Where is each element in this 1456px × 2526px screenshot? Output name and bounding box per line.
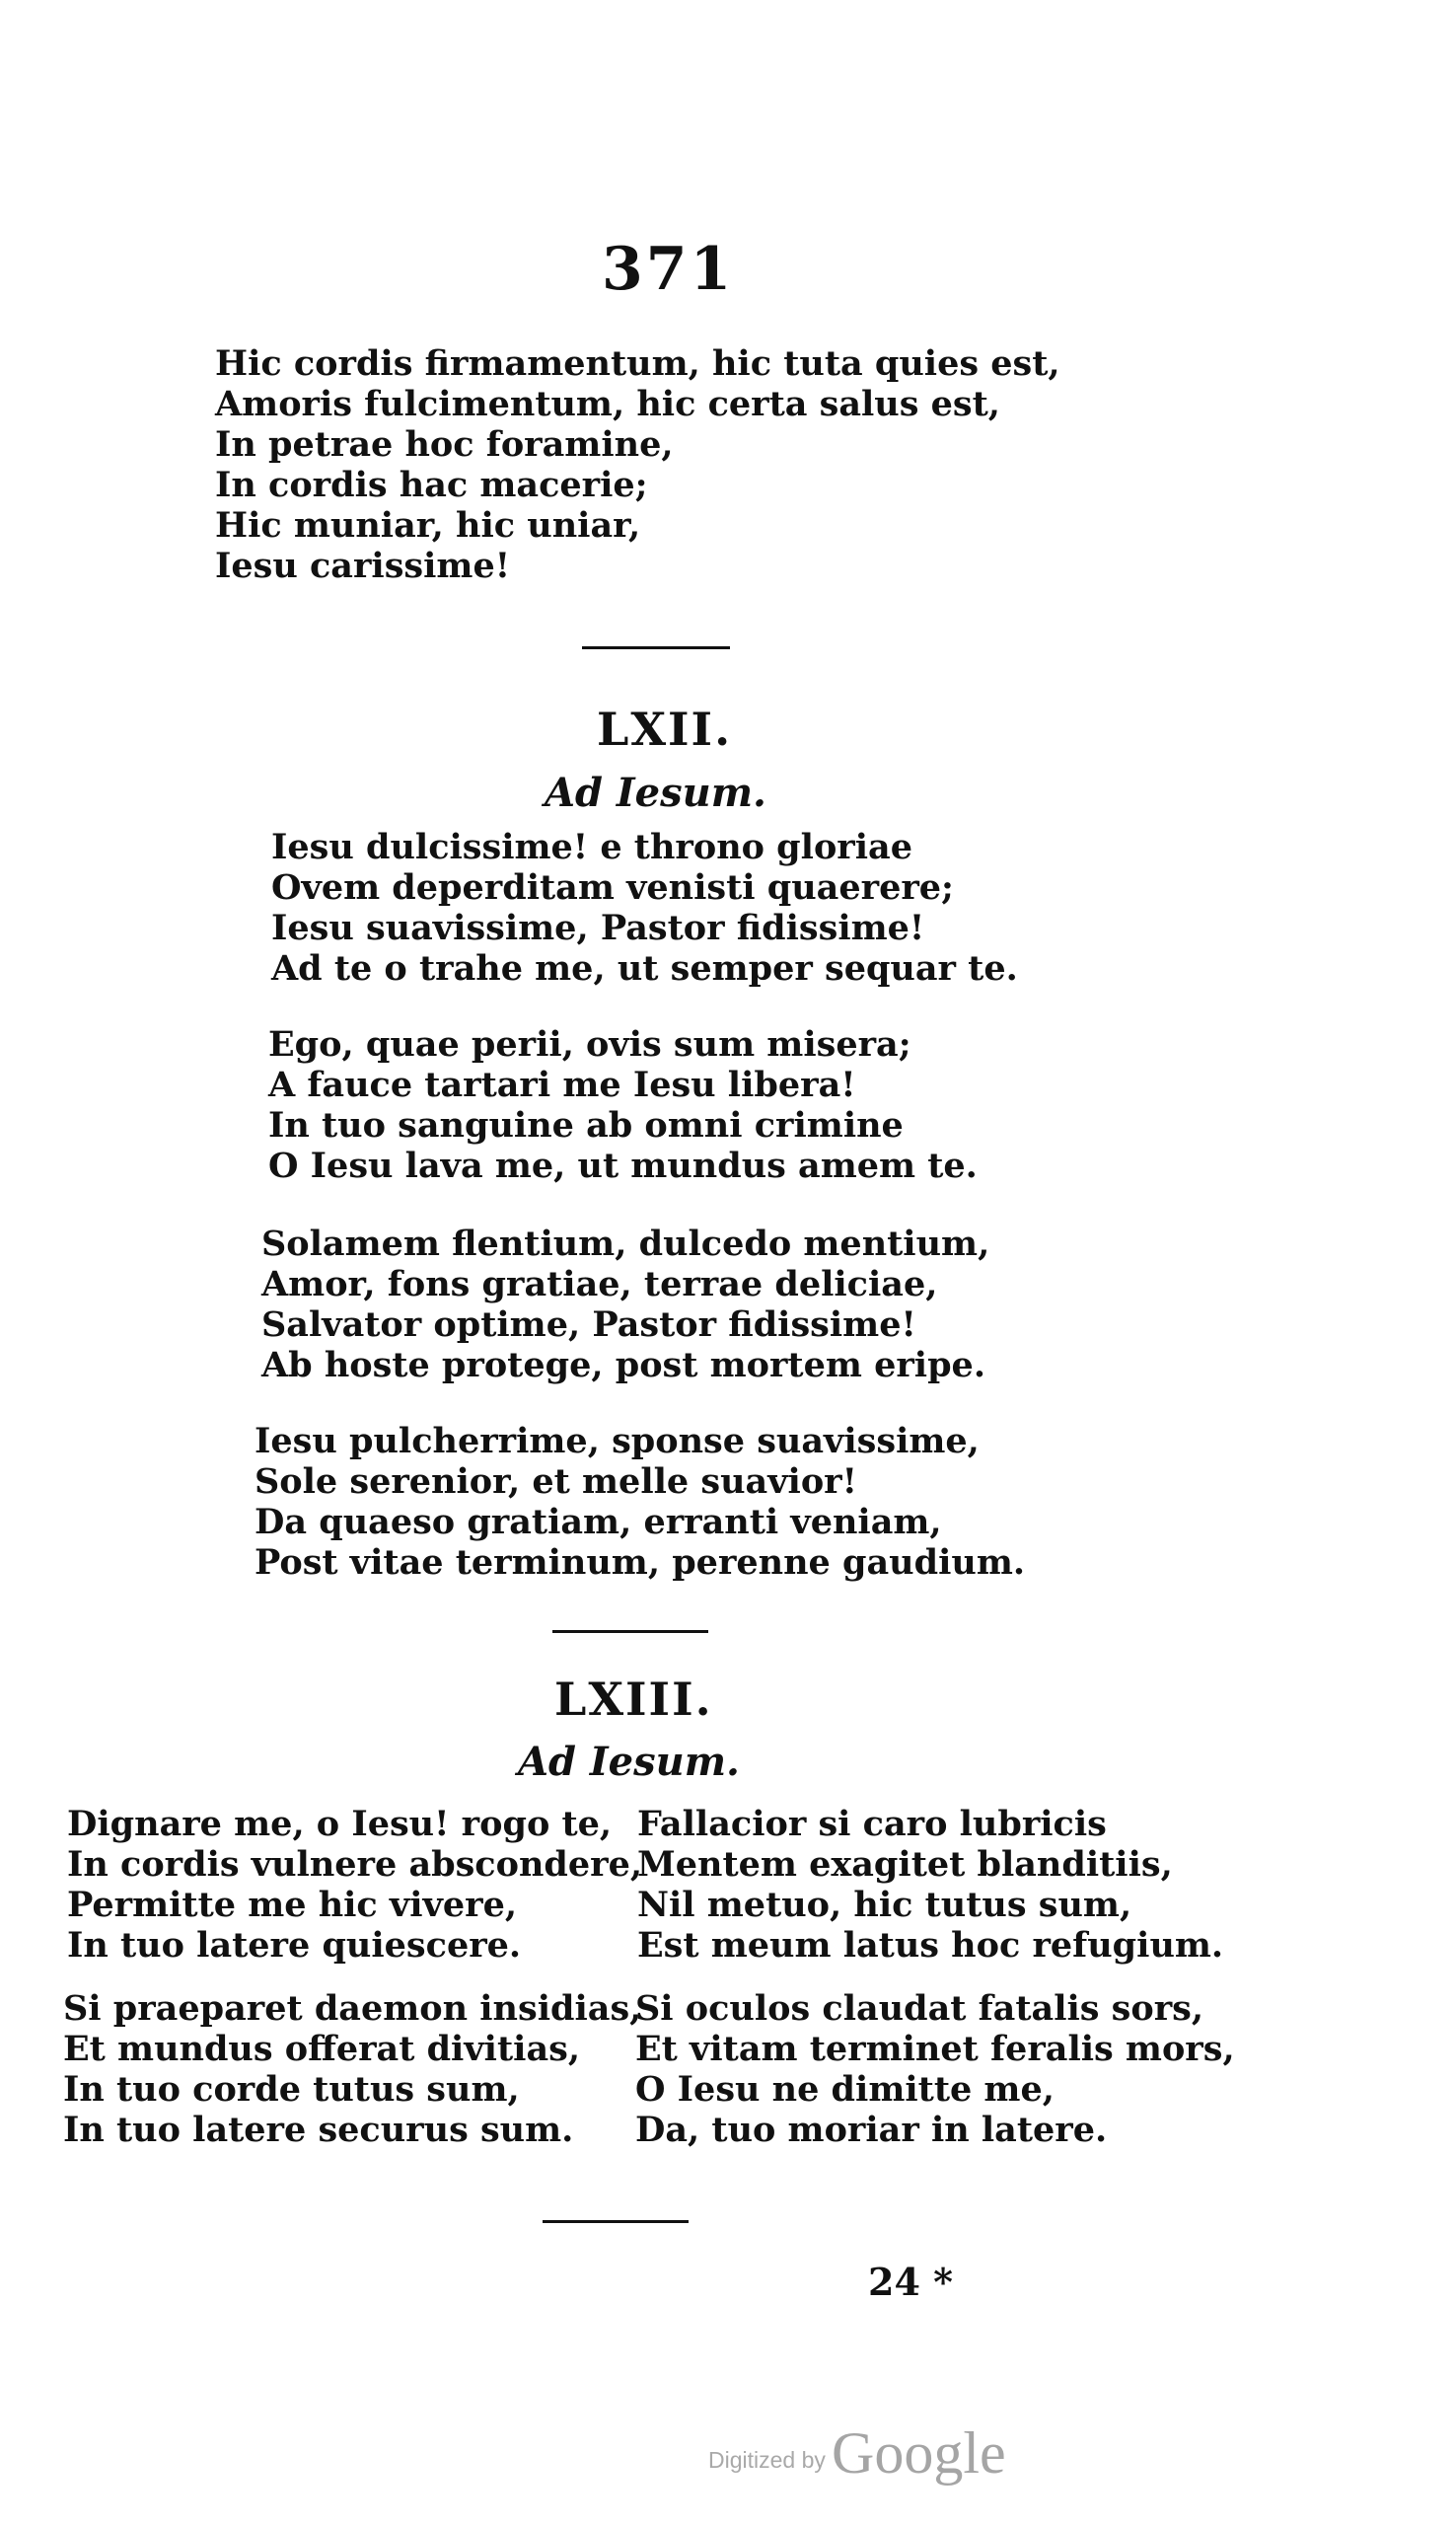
- page-number: 371: [602, 235, 735, 304]
- verse-line: A fauce tartari me Iesu libera!: [268, 1065, 856, 1105]
- verse-line: Da, tuo moriar in latere.: [635, 2110, 1108, 2150]
- section-divider: [552, 1630, 708, 1633]
- opening-stanza: [215, 343, 1060, 586]
- verse-line: Iesu dulcissime! e throno gloriae: [271, 827, 912, 867]
- verse-line: Ovem deperditam venisti quaerere;: [271, 867, 954, 908]
- hymn-63-right-stanza: [635, 1988, 1235, 2150]
- verse-line: Amor, fons gratiae, terrae deliciae,: [261, 1264, 938, 1304]
- verse-line: Sole serenior, et melle suavior!: [255, 1461, 857, 1502]
- verse-line: In tuo latere securus sum.: [63, 2110, 574, 2150]
- verse-line: Fallacior si caro lubricis: [637, 1804, 1107, 1844]
- hymn-62-stanza: [261, 1224, 989, 1385]
- verse-line: Iesu carissime!: [215, 546, 511, 586]
- digitized-by-label: Digitized by: [708, 2447, 826, 2473]
- verse-line: Hic cordis firmamentum, hic tuta quies est,: [215, 343, 1060, 384]
- verse-line: Solamem flentium, dulcedo mentium,: [261, 1224, 990, 1264]
- verse-line: Permitte me hic vivere,: [67, 1885, 518, 1925]
- verse-line: In cordis hac macerie;: [215, 465, 648, 505]
- hymn-62-stanza: [268, 1024, 978, 1186]
- section-divider: [582, 646, 730, 649]
- hymn-numeral: LXIII.: [554, 1672, 713, 1726]
- verse-line: In cordis vulnere abscondere,: [67, 1844, 643, 1885]
- verse-line: Dignare me, o Iesu! rogo te,: [67, 1804, 613, 1844]
- verse-line: Et vitam terminet feralis mors,: [635, 2029, 1235, 2069]
- hymn-title: Ad Iesum.: [518, 1739, 740, 1785]
- verse-line: In tuo corde tutus sum,: [63, 2069, 520, 2110]
- verse-line: Iesu suavissime, Pastor fidissime!: [271, 908, 925, 948]
- verse-line: Ego, quae perii, ovis sum misera;: [268, 1024, 911, 1065]
- hymn-62-stanza: [255, 1421, 1025, 1583]
- verse-line: Amoris fulcimentum, hic certa salus est,: [215, 384, 1000, 424]
- hymn-63-left-stanza: [67, 1804, 642, 1966]
- hymn-63-right-stanza: [637, 1804, 1223, 1966]
- verse-line: Iesu pulcherrime, sponse suavissime,: [255, 1421, 980, 1461]
- verse-line: In tuo sanguine ab omni crimine: [268, 1105, 904, 1146]
- section-divider: [543, 2220, 689, 2223]
- verse-line: In petrae hoc foramine,: [215, 424, 674, 465]
- verse-line: O Iesu ne dimitte me,: [635, 2069, 1055, 2110]
- verse-line: Mentem exagitet blanditiis,: [637, 1844, 1173, 1885]
- google-logo: Google: [832, 2420, 1006, 2486]
- hymn-62-stanza: [271, 827, 1018, 989]
- hymn-numeral: LXII.: [597, 703, 733, 756]
- verse-line: Ad te o trahe me, ut semper sequar te.: [271, 948, 1018, 989]
- verse-line: Da quaeso gratiam, erranti veniam,: [255, 1502, 942, 1542]
- verse-line: Salvator optime, Pastor fidissime!: [261, 1304, 916, 1345]
- verse-line: Si oculos claudat fatalis sors,: [635, 1988, 1204, 2029]
- verse-line: O Iesu lava me, ut mundus amem te.: [268, 1146, 978, 1186]
- verse-line: Nil metuo, hic tutus sum,: [637, 1885, 1132, 1925]
- signature-mark: 24 *: [868, 2260, 953, 2304]
- verse-line: Post vitae terminum, perenne gaudium.: [255, 1542, 1026, 1583]
- verse-line: Si praeparet daemon insidias,: [63, 1988, 642, 2029]
- verse-line: In tuo latere quiescere.: [67, 1925, 522, 1966]
- verse-line: Hic muniar, hic uniar,: [215, 505, 641, 546]
- verse-line: Est meum latus hoc refugium.: [637, 1925, 1224, 1966]
- hymn-63-left-stanza: [63, 1988, 641, 2150]
- hymn-title: Ad Iesum.: [545, 770, 766, 816]
- verse-line: Et mundus offerat divitias,: [63, 2029, 581, 2069]
- verse-line: Ab hoste protege, post mortem eripe.: [261, 1345, 986, 1385]
